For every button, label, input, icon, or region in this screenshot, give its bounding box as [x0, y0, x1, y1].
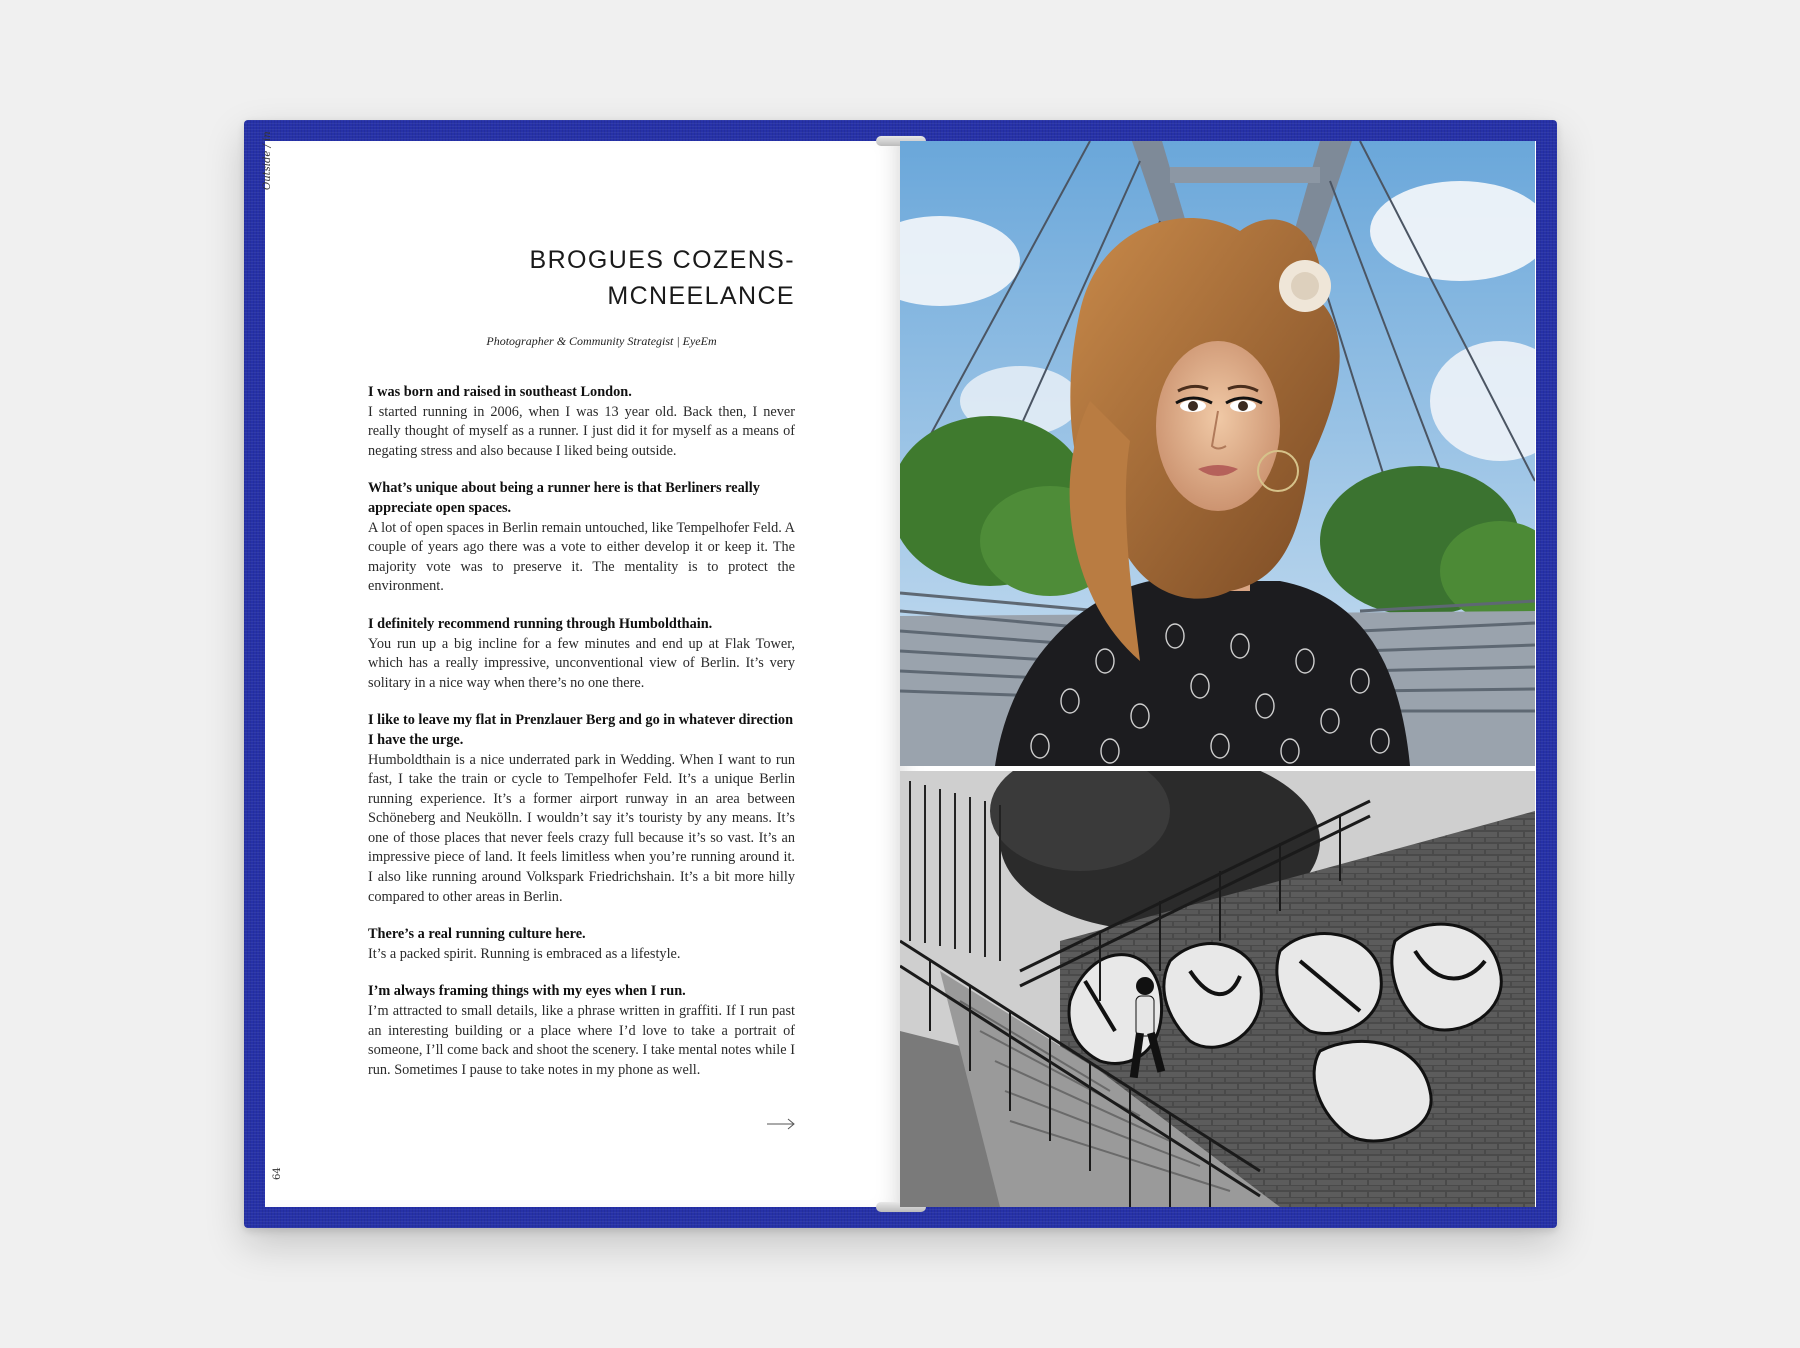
- section: [368, 479, 795, 597]
- section-body: You run up a big incline for a few minutes and end up at Flak Tower, which has a really impressive, unconventional view of Berlin. It’s very solitary in a nice way when there’s no one there.: [368, 635, 795, 691]
- section-heading: I like to leave my flat in Prenzlauer Berg and go in whatever direction I have the urge.: [368, 712, 794, 748]
- article-subtitle: Photographer & Community Strategist | EyeEm: [486, 334, 717, 348]
- section: [368, 383, 795, 461]
- section-body: Humboldthain is a nice underrated park in Wedding. When I want to run fast, I take the train or cycle to Tempelhofer Feld. It’s a unique Berlin running experience. It’s a former airport runway in an area between Schöneberg and Neukölln. I wouldn’t say it’s touristy by any means. It’s one of those places that never feels crazy full because it’s so vast. It’s an impressive piece of land. It feels limitless when you’re running around it. I also like running around Volkspark Friedrichshain. It’s a bit more hilly compared to other areas in Berlin.: [368, 751, 795, 905]
- section: [368, 925, 795, 964]
- section-body: It’s a packed spirit. Running is embraced as a lifestyle.: [368, 945, 681, 962]
- section-heading: There’s a real running culture here.: [368, 926, 586, 943]
- arrow-right-icon[interactable]: [766, 1117, 796, 1131]
- section: [368, 982, 795, 1080]
- section-body: I’m attracted to small details, like a phrase written in graffiti. If I run past an interesting building or a place where I’d love to take a portrait of someone, I’ll come back and shoot the scenery. I take mental notes while I run. Sometimes I pause to take notes in my phone as well.: [368, 1003, 795, 1078]
- page-number: 64: [272, 1167, 283, 1180]
- section-heading: What’s unique about being a runner here is that Berliners really appreciate open spaces.: [368, 480, 760, 516]
- section: [368, 711, 795, 907]
- graffiti-stairs-photo: [900, 771, 1535, 1207]
- section-heading: I’m always framing things with my eyes when I run.: [368, 983, 686, 1000]
- section-body: I started running in 2006, when I was 13 year old. Back then, I never really thought of myself as a runner. I just did it for myself as a means of negating stress and also because I liked being outside.: [368, 403, 795, 459]
- section-heading: I was born and raised in southeast London.: [368, 384, 632, 400]
- portrait-photo: [900, 141, 1535, 766]
- section: [368, 615, 795, 693]
- article-title: BROGUES COZENS-MCNEELANCE: [529, 246, 795, 310]
- section-body: A lot of open spaces in Berlin remain untouched, like Tempelhofer Feld. A couple of years ago there was a vote to either develop it or keep it. The majority vote was to preserve it. The mentality is to protect the environment.: [368, 519, 795, 595]
- running-head: Outside / in: [262, 131, 273, 190]
- article: [368, 242, 795, 1080]
- section-heading: I definitely recommend running through Humboldthain.: [368, 615, 713, 632]
